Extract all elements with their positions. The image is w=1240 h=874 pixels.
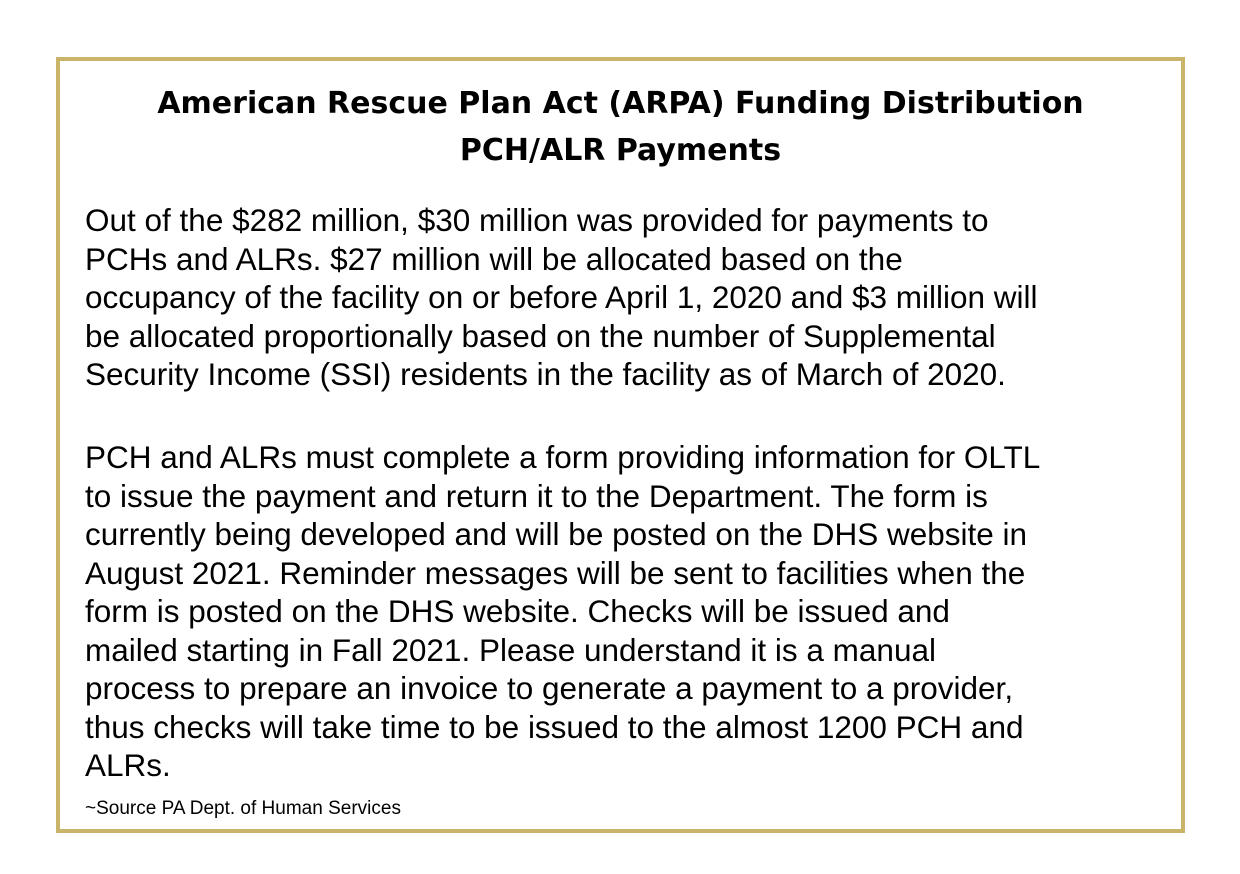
paragraph-line: Security Income (SSI) residents in the facility as of March of 2020. <box>85 356 1006 392</box>
document-frame <box>56 57 1185 833</box>
paragraph-line: occupancy of the facility on or before April 1, 2020 and $3 million will <box>85 279 1038 315</box>
paragraph-line: currently being developed and will be posted on the DHS website in <box>85 516 1028 552</box>
paragraph-line: to issue the payment and return it to the Department. The form is <box>85 477 988 514</box>
paragraph-line: process to prepare an invoice to generate a payment to a provider, <box>85 670 1014 706</box>
paragraph-line: be allocated proportionally based on the number of Supplemental <box>85 317 996 354</box>
paragraph-line: form is posted on the DHS website. Checks will be issued and <box>85 593 950 629</box>
document-subtitle: PCH/ALR Payments <box>459 133 782 168</box>
paragraph-line: Out of the $282 million, $30 million was provided for payments to <box>85 202 989 238</box>
paragraph-form-process <box>85 438 1175 785</box>
paragraph-line: PCHs and ALRs. $27 million will be allocated based on the <box>85 240 903 277</box>
paragraph-line: thus checks will take time to be issued to the almost 1200 PCH and <box>85 708 1024 745</box>
paragraph-line: August 2021. Reminder messages will be sent to facilities when the <box>85 554 1026 591</box>
paragraph-line: ALRs. <box>85 747 171 783</box>
document-title: American Rescue Plan Act (ARPA) Funding Distribution <box>157 86 1084 121</box>
paragraph-line: PCH and ALRs must complete a form providing information for OLTL <box>85 439 1041 475</box>
paragraph-line: mailed starting in Fall 2021. Please understand it is a manual <box>85 631 936 668</box>
paragraph-funding-allocation <box>85 201 1175 394</box>
source-citation: ~Source PA Dept. of Human Services <box>85 798 401 819</box>
